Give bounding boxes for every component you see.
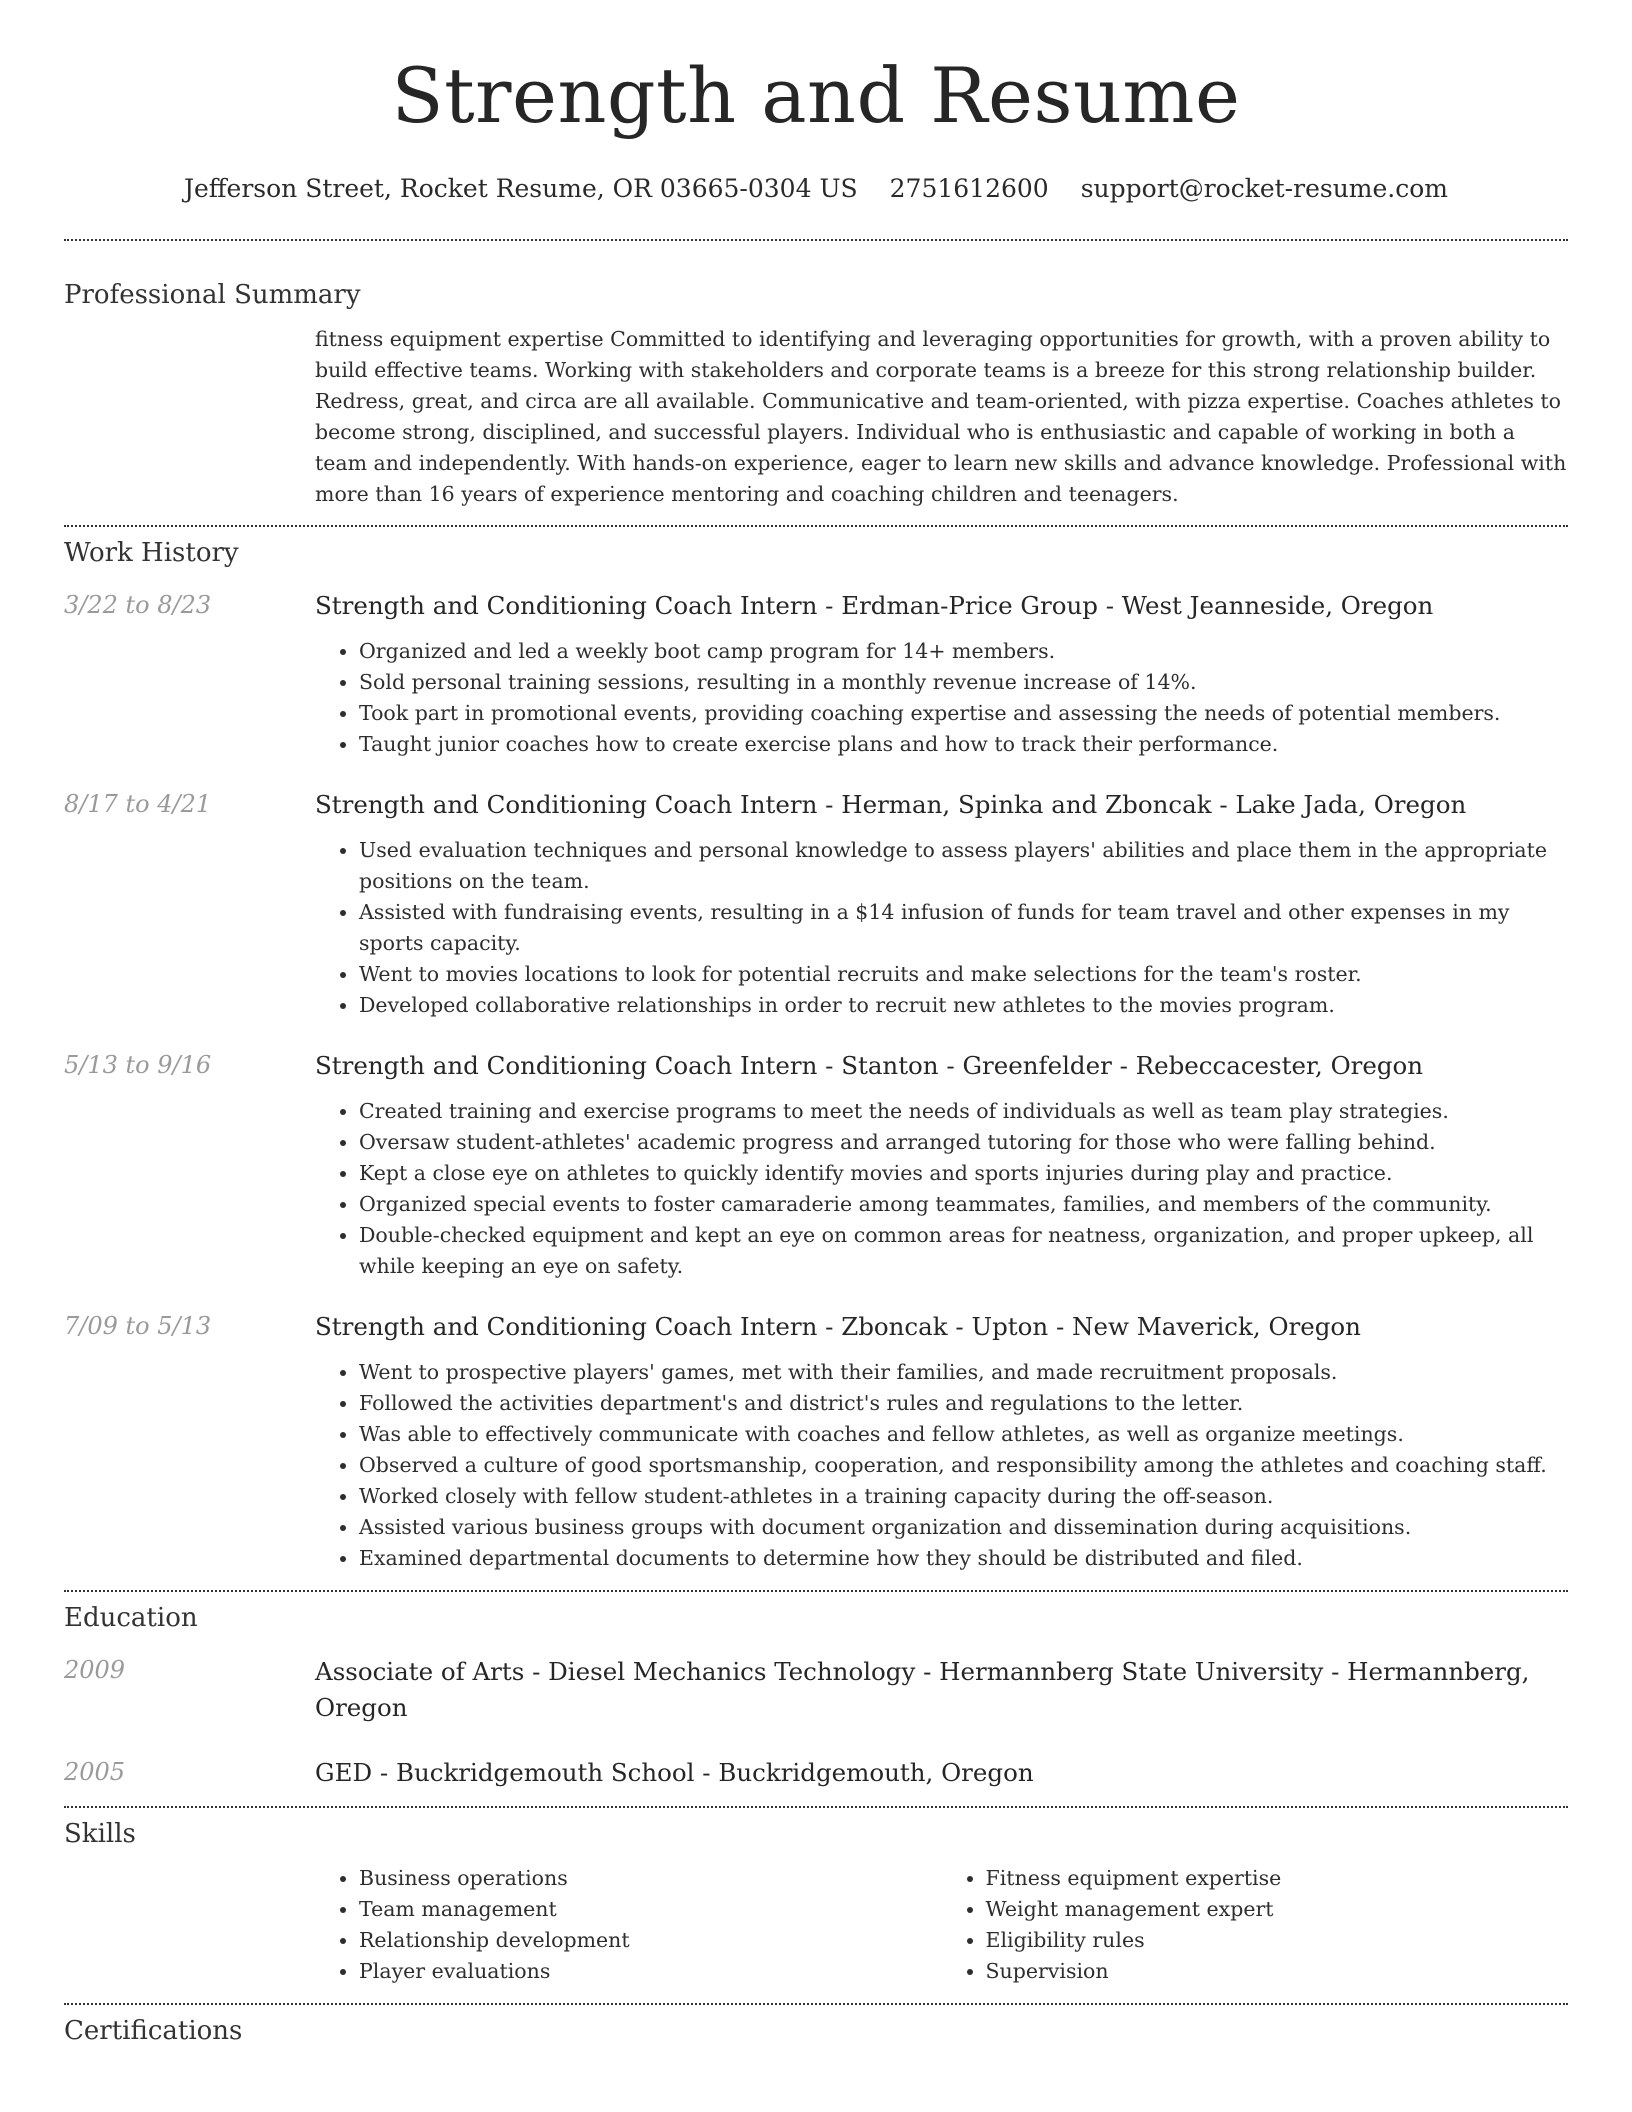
job-dates: 3/22 to 8/23: [64, 591, 212, 619]
job-entry: [64, 589, 1568, 760]
skill-item: • Eligibility rules: [986, 1925, 1569, 1956]
contact-email[interactable]: support@rocket-resume.com: [1080, 174, 1449, 203]
job-bullet: • Followed the activities department's and district's rules and regulations to the letter.: [359, 1388, 1568, 1419]
education-heading: Education: [64, 1603, 198, 1633]
skills-columns: [315, 1863, 1568, 1987]
job-bullets: [315, 636, 1568, 760]
job-content: [315, 1310, 1568, 1574]
skills-heading: Skills: [64, 1819, 136, 1849]
skill-item: • Supervision: [986, 1956, 1569, 1987]
summary-text: fitness equipment expertise Committed to identifying and leveraging opportunities for growth, with a proven ability to build effective teams. Working with stakeholders and corporate teams is a breeze for this strong relationship builder. Redress, great, and circa are all available. Communicative and team-oriented, with pizza expertise. Coaches athletes to become strong, disciplined, and successful players. Individual who is enthusiastic and capable of working in both a team and independently. With hands-on experience, eager to learn new skills and advance knowledge. Professional with more than 16 years of experience mentoring and coaching children and teenagers.: [315, 327, 1567, 506]
education-entry: [64, 1756, 1568, 1789]
job-bullet: • Kept a close eye on athletes to quickly identify movies and sports injuries during play and practice.: [359, 1158, 1568, 1189]
job-bullet: • Went to movies locations to look for potential recruits and make selections for the team's roster.: [359, 959, 1568, 990]
skill-item: • Player evaluations: [359, 1956, 942, 1987]
divider-work: [64, 1590, 1568, 1592]
job-bullet: • Went to prospective players' games, met with their families, and made recruitment proposals.: [359, 1357, 1568, 1388]
education-text: GED - Buckridgemouth School - Buckridgemouth, Oregon: [315, 1758, 1034, 1787]
divider-skills: [64, 2003, 1568, 2005]
skill-item: • Business operations: [359, 1863, 942, 1894]
job-bullets: [315, 835, 1568, 1021]
job-bullet: • Organized special events to foster camaraderie among teammates, families, and members of the community.: [359, 1189, 1568, 1220]
skills-list-left: [315, 1863, 942, 1987]
job-bullet: • Worked closely with fellow student-athletes in a training capacity during the off-season.: [359, 1481, 1568, 1512]
education-content: [315, 1654, 1568, 1726]
education-entry: [64, 1654, 1568, 1726]
skill-item: • Weight management expert: [986, 1894, 1569, 1925]
job-bullet: • Assisted with fundraising events, resulting in a $14 infusion of funds for team travel and other expenses in my sports capacity.: [359, 897, 1568, 959]
job-bullet: • Examined departmental documents to determine how they should be distributed and filed.: [359, 1543, 1568, 1574]
job-bullet: • Sold personal training sessions, resulting in a monthly revenue increase of 14%.: [359, 667, 1568, 698]
contact-phone: 2751612600: [889, 174, 1049, 203]
job-bullet: • Was able to effectively communicate with coaches and fellow athletes, as well as organize meetings.: [359, 1419, 1568, 1450]
job-content: [315, 788, 1568, 1021]
skill-item: • Relationship development: [359, 1925, 942, 1956]
job-bullets: [315, 1096, 1568, 1282]
resume-name: Strength and Resume: [391, 51, 1241, 140]
job-entry: [64, 1049, 1568, 1282]
divider-header: [64, 239, 1568, 241]
job-content: [315, 589, 1568, 760]
divider-summary: [64, 525, 1568, 527]
skills-list-right: [942, 1863, 1569, 1987]
work-history-heading: Work History: [64, 538, 239, 568]
job-bullet: • Developed collaborative relationships in order to recruit new athletes to the movies program.: [359, 990, 1568, 1021]
job-dates: 7/09 to 5/13: [64, 1312, 212, 1340]
job-bullet: • Oversaw student-athletes' academic progress and arranged tutoring for those who were falling behind.: [359, 1127, 1568, 1158]
job-bullet: • Created training and exercise programs to meet the needs of individuals as well as team play strategies.: [359, 1096, 1568, 1127]
certifications-heading: Certifications: [64, 2016, 243, 2046]
job-bullets: [315, 1357, 1568, 1574]
divider-education: [64, 1806, 1568, 1808]
contact-line: [64, 174, 1568, 203]
job-bullet: • Used evaluation techniques and personal knowledge to assess players' abilities and place them in the appropriate positions on the team.: [359, 835, 1568, 897]
education-year: 2005: [64, 1758, 126, 1786]
job-entry: [64, 788, 1568, 1021]
job-bullet: • Organized and led a weekly boot camp program for 14+ members.: [359, 636, 1568, 667]
education-year: 2009: [64, 1656, 126, 1684]
job-dates: 8/17 to 4/21: [64, 790, 212, 818]
job-title: Strength and Conditioning Coach Intern - Herman, Spinka and Zboncak - Lake Jada, Oregon: [315, 790, 1467, 819]
education-text: Associate of Arts - Diesel Mechanics Technology - Hermannberg State University - Hermannberg, Oregon: [315, 1657, 1530, 1722]
contact-address: Jefferson Street, Rocket Resume, OR 03665-0304 US: [183, 174, 858, 203]
job-bullet: • Assisted various business groups with document organization and dissemination during acquisitions.: [359, 1512, 1568, 1543]
job-bullet: • Observed a culture of good sportsmanship, cooperation, and responsibility among the athletes and coaching staff.: [359, 1450, 1568, 1481]
job-content: [315, 1049, 1568, 1282]
job-title: Strength and Conditioning Coach Intern - Zboncak - Upton - New Maverick, Oregon: [315, 1312, 1361, 1341]
job-bullet: • Taught junior coaches how to create exercise plans and how to track their performance.: [359, 729, 1568, 760]
job-title: Strength and Conditioning Coach Intern - Erdman-Price Group - West Jeanneside, Oregon: [315, 591, 1434, 620]
job-entry: [64, 1310, 1568, 1574]
job-bullet: • Double-checked equipment and kept an eye on common areas for neatness, organization, and proper upkeep, all while keeping an eye on safety.: [359, 1220, 1568, 1282]
resume-page: [64, 0, 1568, 2046]
job-title: Strength and Conditioning Coach Intern - Stanton - Greenfelder - Rebeccacester, Oregon: [315, 1051, 1424, 1080]
summary-heading: Professional Summary: [64, 280, 361, 310]
skill-item: • Team management: [359, 1894, 942, 1925]
job-dates: 5/13 to 9/16: [64, 1051, 212, 1079]
job-bullet: • Took part in promotional events, providing coaching expertise and assessing the needs of potential members.: [359, 698, 1568, 729]
skill-item: • Fitness equipment expertise: [986, 1863, 1569, 1894]
education-content: [315, 1756, 1568, 1789]
